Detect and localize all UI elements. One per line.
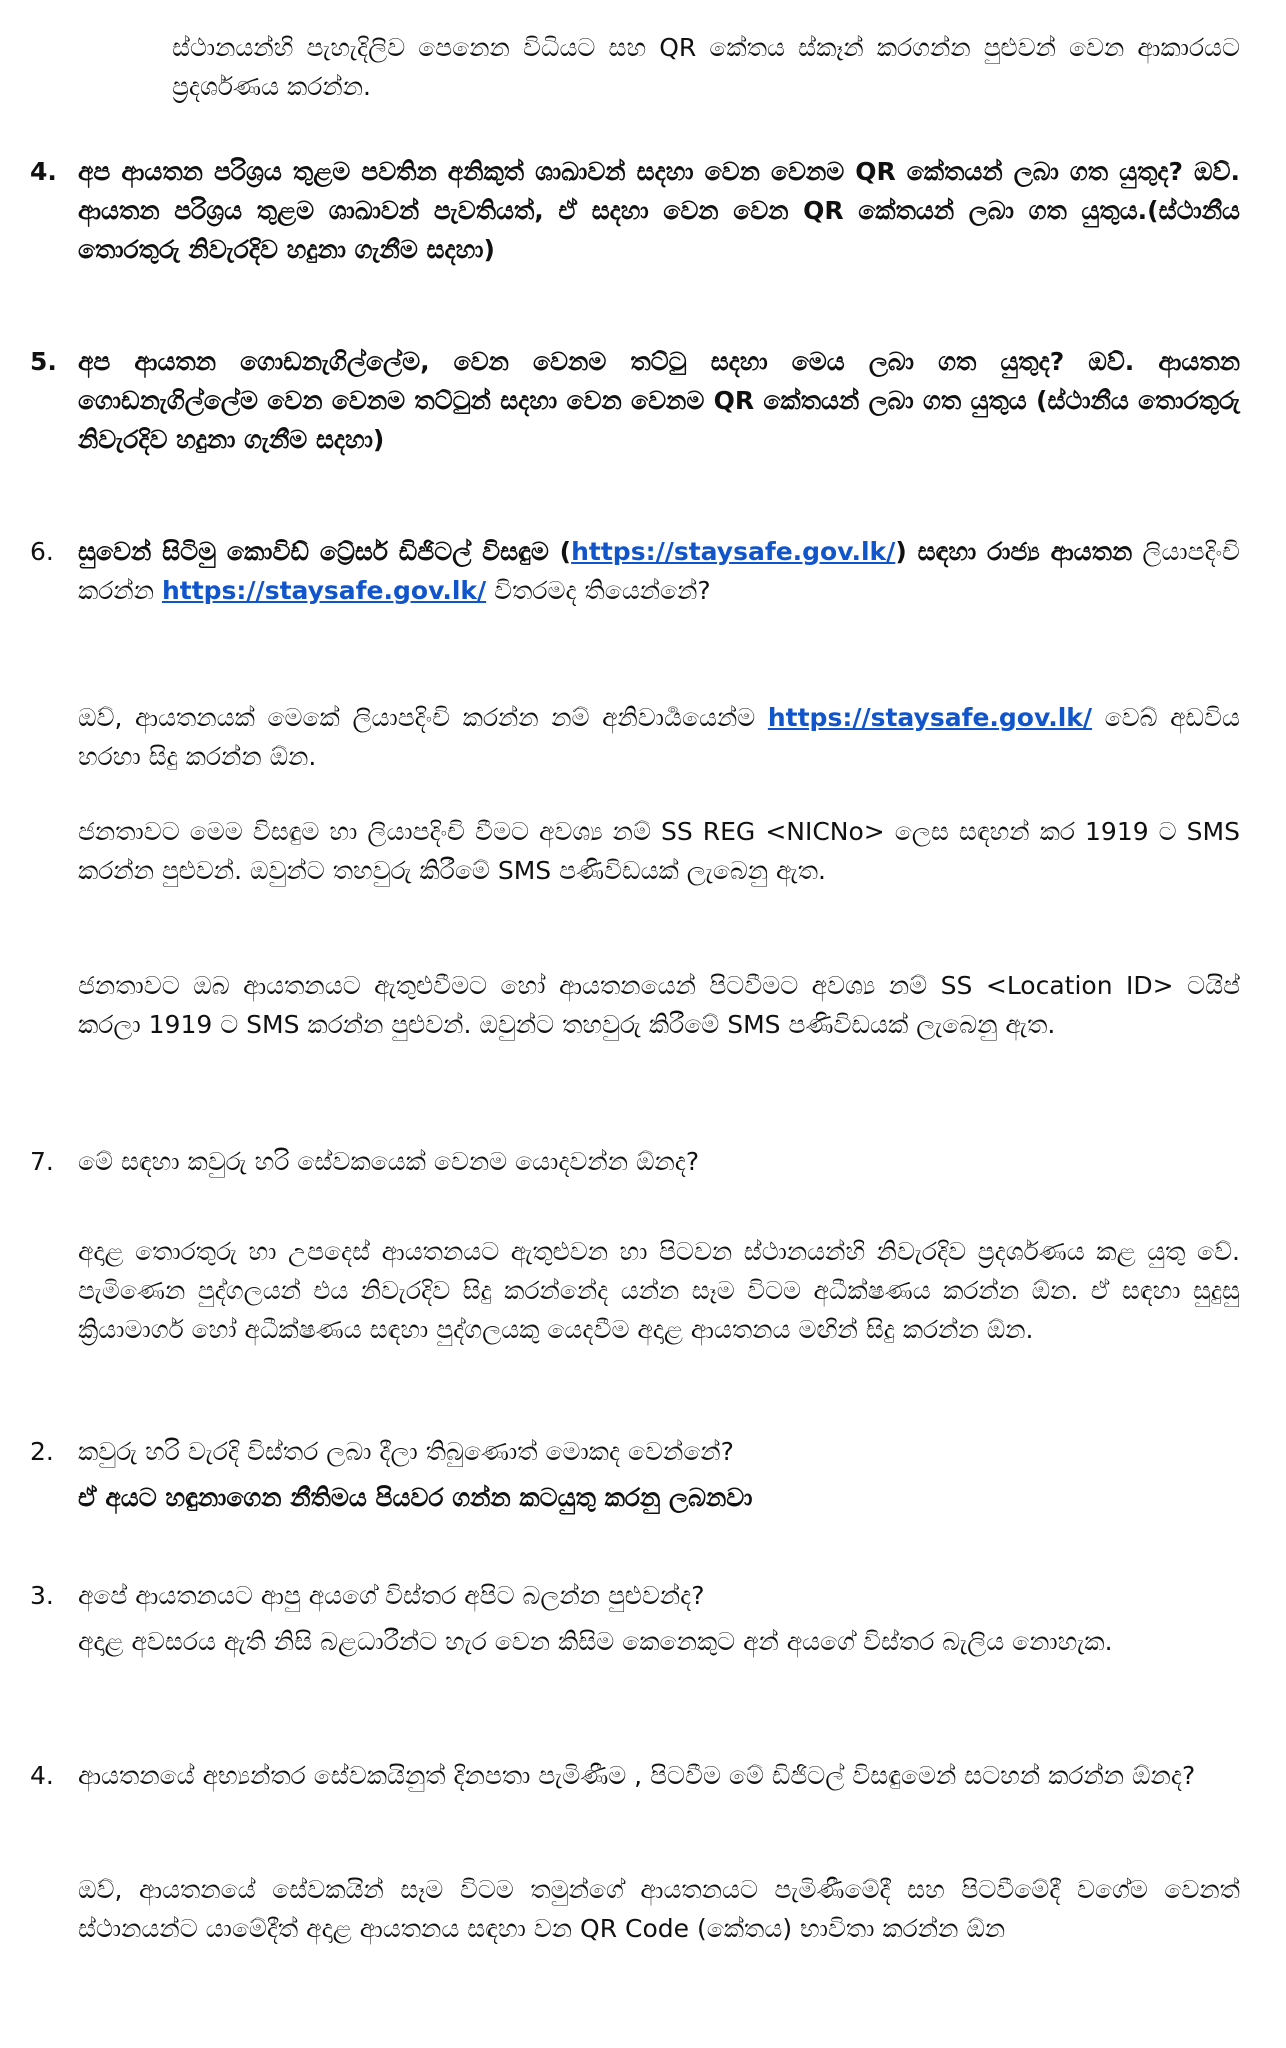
staysafe-link[interactable]: https://staysafe.gov.lk/ <box>767 703 1093 732</box>
item-number: 7. <box>30 1147 54 1176</box>
answer-text: ඔව්, ආයතනයක් මෙකේ ලියාපදිංචි කරන්න නම් අනිවාර්‍යයෙන්ම <box>78 703 768 732</box>
faq-item-6-answer-3: ජනතාවට ඔබ ආයතනයට ඇතුළුවීමට හෝ ආයතනයෙන් පිටවීමට අවශ්‍ය නම් SS <Location ID> ටයිප් කරලා 1919 ට SMS කරන්න පුළුවන්. ඔවුන්ට තහවුරු කිරීමේ SMS පණිවිඩයක් ලැබෙනු ඇත. <box>78 971 1240 1039</box>
intro-paragraph: ස්ථානයන්හි පැහැදිලිව පෙනෙන විධියට සහ QR කේතය ස්කෑන් කරගන්න පුළුවන් වෙන ආකාරයට ප්‍රදර්ශණය කරන්න. <box>172 33 1240 101</box>
question-text: ලියාපදිංචි කරන්න <box>78 537 1240 605</box>
faq-item-4b-question: ආයතනයේ අභ්‍යන්තර සේවකයිනුත් දිනපතා පැමිණීම , පිටවීම මේ ඩිජිටල් විසඳුමෙන් සටහන් කරන්න ඕනද? <box>78 1761 1196 1790</box>
answer-text: වෙබ් අඩවිය හරහා සිදු කරන්න ඕන. <box>78 703 1240 771</box>
faq-item-6-answer-2: ජනතාවට මෙම විසඳුම හා ලියාපදිංචි වීමට අවශ්‍ය නම් SS REG <NICNo> ලෙස සඳහන් කර 1919 ට SMS කරන්න පුළුවන්. ඔවුන්ට තහවුරු කිරීමේ SMS පණිවිඩයක් ලැබෙනු ඇත. <box>78 817 1240 885</box>
question-text: ) සඳහා රාජ්‍ය ආයතන <box>895 537 1133 566</box>
faq-item-7-question: මේ සඳහා කවුරු හරි සේවකයෙක් වෙනම යොදවන්න ඕනද? <box>78 1147 700 1176</box>
faq-item-5-text: අප ආයතන ගොඩනැගිල්ලේම, වෙන වෙනම තට්ටු සදහා මෙය ලබා ගත යුතුද? ඔව්. ආයතන ගොඩනැගිල්ලේම වෙන වෙනම තට්ටුන් සදහා වෙන වෙනම QR කේතයන් ලබා ගත යුතුය (ස්ථානීය තොරතුරු නිවැරදිව හදුනා ගැනීම සදහා) <box>78 347 1240 454</box>
item-number: 4. <box>30 1761 54 1790</box>
question-text: සුවෙන් සිටිමු කොවිඩ් ට්‍රේසර් ඩිජිටල් විසඳුම ( <box>78 537 572 566</box>
item-number: 2. <box>30 1437 54 1466</box>
faq-item-4b-answer: ඔව්, ආයතනයේ සේවකයින් සෑම විටම තමුන්ගේ ආයතනයට පැමිණීමේදී සහ පිටවීමේදී වගේම වෙනත් ස්ථානයන්ට යාමේදීත් අදාළ ආයතනය සඳහා වන QR Code (කේතය) භාවිතා කරන්න ඕන <box>78 1875 1240 1943</box>
question-text: විතරමද තියෙන්නේ? <box>486 576 711 605</box>
item-number: 3. <box>30 1581 54 1610</box>
faq-item-6-question <box>78 532 1240 610</box>
item-number: 4. <box>30 157 57 186</box>
faq-item-4-text: අප ආයතන පරිශ්‍රය තුළම පවතින අනිකුත් ශාඛාවන් සදහා වෙන වෙනම QR කේතයන් ලබා ගත යුතුද? ඔව්. ආයතන පරිශ්‍රය තුළම ශාඛාවන් පැවතියත්, ඒ සදහා වෙන වෙන QR කේතයන් ලබා ගත යුතුය.(ස්ථානීය තොරතුරු නිවැරදිව හදුනා ගැනීම සදහා) <box>78 157 1240 264</box>
faq-item-3-question: අපේ ආයතනයට ආපු අයගේ විස්තර අපිට බලන්න පුළුවන්ද? <box>78 1581 705 1610</box>
faq-item-3-answer: අදාළ අවසරය ඇති නිසි බළධාරීන්ට හැර වෙන කිසිම කෙනෙකුට අන් අයගේ විස්තර බැලිය නොහැක. <box>78 1627 1113 1656</box>
faq-item-2-question: කවුරු හරි වැරදි විස්තර ලබා දීලා තිබුණොත් මොකද වෙන්නේ? <box>78 1437 734 1466</box>
faq-item-6-answer-1 <box>78 698 1240 776</box>
item-number: 6. <box>30 537 54 566</box>
staysafe-link[interactable]: https://staysafe.gov.lk/ <box>571 537 896 566</box>
staysafe-link[interactable]: https://staysafe.gov.lk/ <box>161 576 487 605</box>
faq-item-7-answer: අදාළ තොරතුරු හා උපදෙස් ආයතනයට ඇතුළුවන හා පිටවන ස්ථානයන්හි නිවැරදිව ප්‍රදර්ශණය කළ යුතු වේ. පැමිණෙන පුද්ගලයන් එය නිවැරදිව සිදු කරන්නේද යන්න සෑම විටම අධීක්ෂණය කරන්න ඕන. ඒ සඳහා සුදුසු ක්‍රියාමාර්ග හෝ අධීක්ෂණය සඳහා පුද්ගලයකු යෙදවීම අදාළ ආයතනය මඟින් සිදු කරන්න ඕන. <box>78 1237 1240 1344</box>
item-number: 5. <box>30 347 57 376</box>
faq-item-2-answer: ඒ අයට හඳුනාගෙන නීතිමය පියවර ගන්න කටයුතු කරනු ලබනවා <box>78 1483 753 1512</box>
